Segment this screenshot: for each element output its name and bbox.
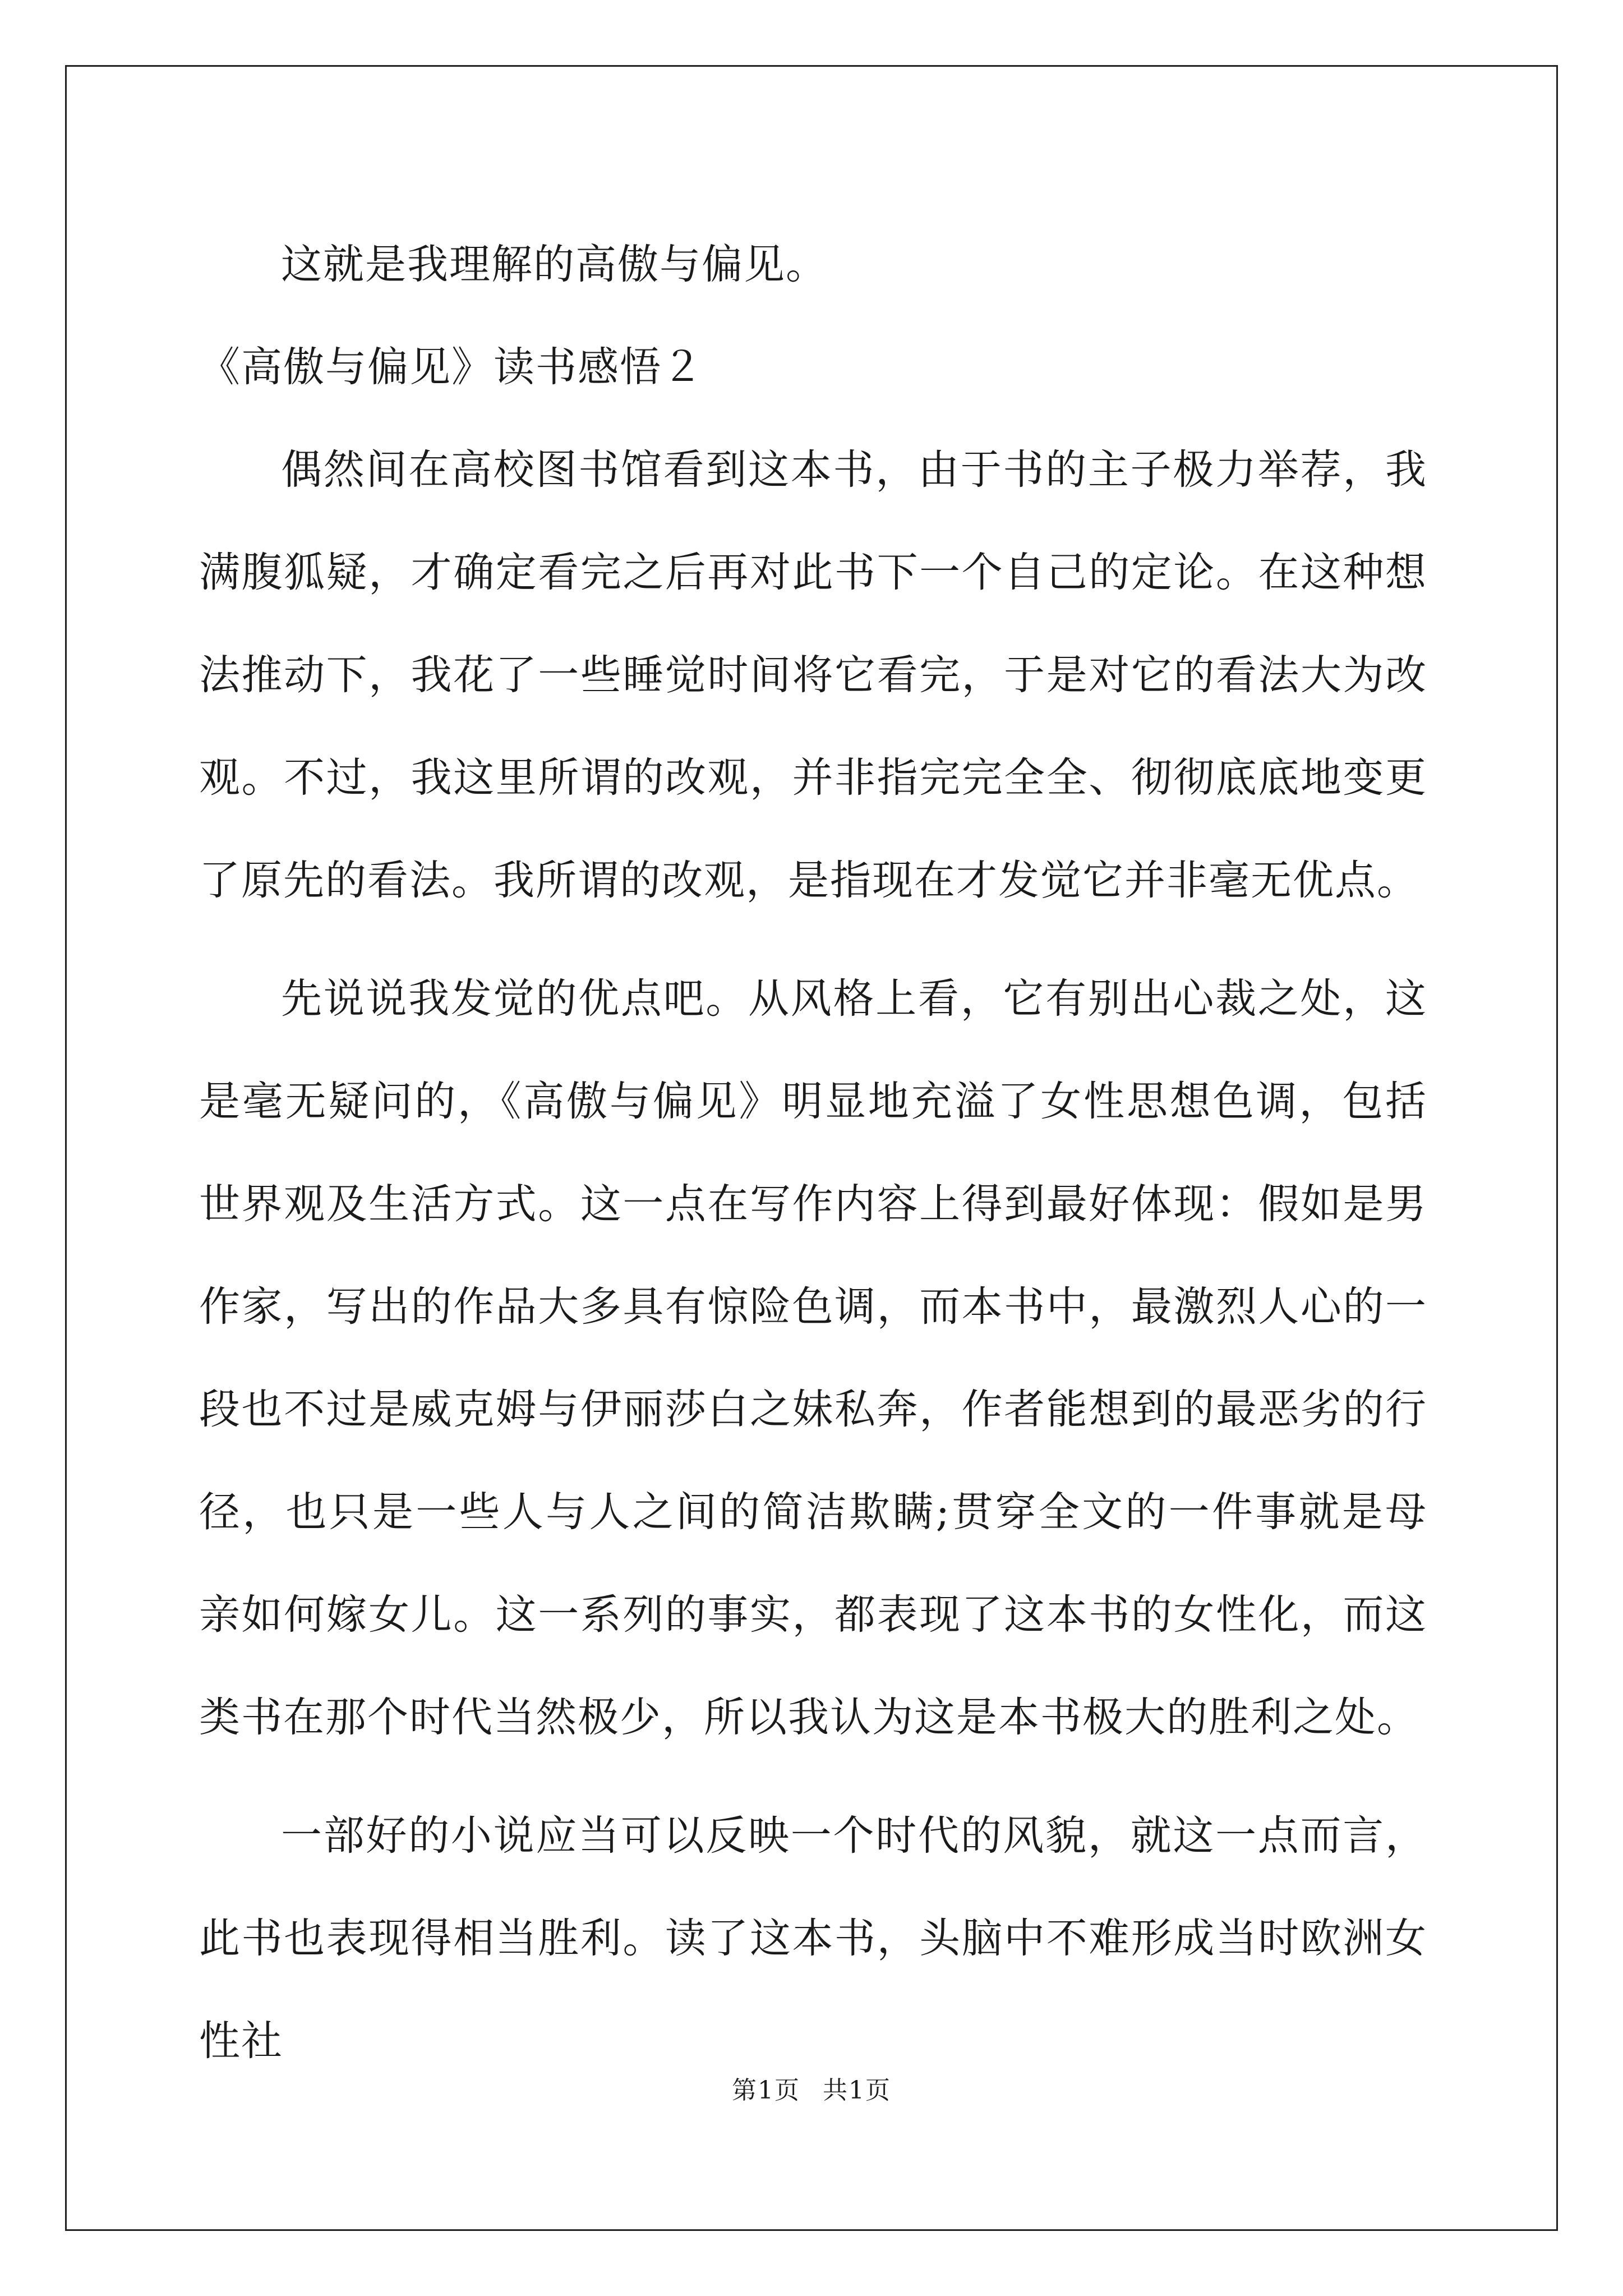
paragraph-3: 一部好的小说应当可以反映一个时代的风貌，就这一点而言，此书也表现得相当胜利。读了这本书，头脑中不难形成当时欧洲女性社 [199,1812,1427,2065]
page-number: 第1页 [732,2076,800,2105]
page-total: 共1页 [823,2076,891,2105]
page-footer [0,2070,1623,2106]
paragraph-1: 偶然间在高校图书馆看到这本书，由于书的主子极力举荐，我满腹狐疑，才确定看完之后再对此书下一个自己的定论。在这种想法推动下，我花了一些睡觉时间将它看完，于是对它的看法大为改观。不过，我这里所谓的改观，并非指完完全全、彻彻底底地变更了原先的看法。我所谓的改观，是指现在才发觉它并非毫无优点。 [199,446,1427,904]
paragraph-closing: 这就是我理解的高傲与偏见。 [281,241,828,288]
section-heading: 《高傲与偏见》读书感悟２ [199,343,704,391]
paragraph-2: 先说说我发觉的优点吧。从风格上看，它有别出心裁之处，这是毫无疑问的，《高傲与偏见》明显地充溢了女性思想色调，包括世界观及生活方式。这一点在写作内容上得到最好体现：假如是男作家，写出的作品大多具有惊险色调，而本书中，最激烈人心的一段也不过是威克姆与伊丽莎白之妹私奔，作者能想到的最恶劣的行径，也只是一些人与人之间的简洁欺瞒;贯穿全文的一件事就是母亲如何嫁女儿。这一系列的事实，都表现了这本书的女性化，而这类书在那个时代当然极少，所以我认为这是本书极大的胜利之处。 [199,975,1427,1741]
document-body [199,213,1427,2092]
